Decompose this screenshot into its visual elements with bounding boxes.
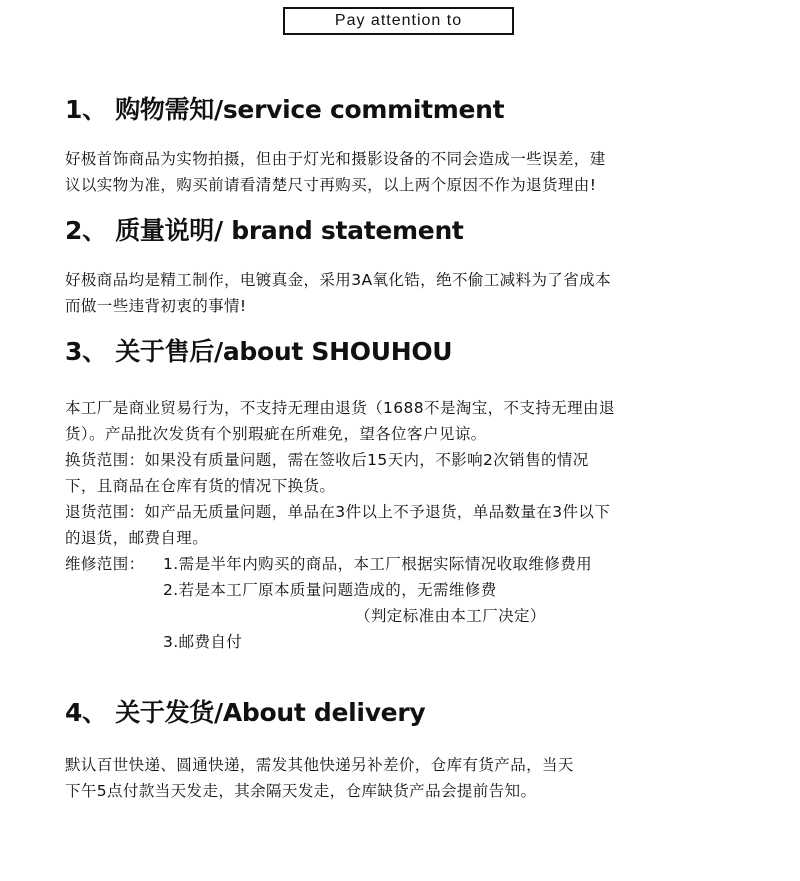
section-heading: 2、 质量说明/ brand statement [65,216,464,245]
paragraph-line: 默认百世快递、圆通快递，需发其他快递另补差价，仓库有货产品，当天 [65,756,574,774]
section-heading: 4、 关于发货/About delivery [65,698,426,727]
section-heading: 3、 关于售后/about SHOUHOU [65,337,453,366]
paragraph-line: 而做一些违背初衷的事情! [65,297,247,315]
section-shopping-notice [65,94,745,198]
paragraph-line: 货）。产品批次发货有个别瑕疵在所难免，望各位客户见谅。 [65,425,487,443]
repair-note: （判定标准由本工厂决定） [355,607,546,625]
paragraph-line: 好极首饰商品为实物拍摄，但由于灯光和摄影设备的不同会造成一些误差，建 [65,150,606,168]
repair-scope-row [65,577,745,603]
paragraph-line: 换货范围：如果没有质量问题，需在签收后15天内，不影响2次销售的情况 [65,451,589,469]
repair-item: 3.邮费自付 [163,633,243,651]
attention-badge: Pay attention to [283,7,514,35]
paragraph-line: 下，且商品在仓库有货的情况下换货。 [65,477,336,495]
paragraph-line: 好极商品均是精工制作，电镀真金，采用3A氧化锆，绝不偷工减料为了省成本 [65,271,611,289]
repair-scope-row [65,629,745,655]
paragraph-line: 退货范围：如产品无质量问题，单品在3件以上不予退货，单品数量在3件以下 [65,503,611,521]
section-delivery [65,697,745,804]
repair-item: 1.需是半年内购买的商品，本工厂根据实际情况收取维修费用 [163,555,592,573]
repair-scope-label: 维修范围： [65,555,145,573]
section-quality-statement [65,215,745,319]
section-heading: 1、 购物需知/service commitment [65,95,505,124]
paragraph-line: 议以实物为准，购买前请看清楚尺寸再购买，以上两个原因不作为退货理由! [65,176,597,194]
paragraph-line: 下午5点付款当天发走，其余隔天发走，仓库缺货产品会提前告知。 [65,782,537,800]
repair-scope-row [65,551,745,577]
paragraph-line: 本工厂是商业贸易行为，不支持无理由退货（1688不是淘宝，不支持无理由退 [65,399,615,417]
paragraph-line: 的退货，邮费自理。 [65,529,209,547]
repair-item: 2.若是本工厂原本质量问题造成的，无需维修费 [163,581,497,599]
section-after-sales [65,336,745,655]
repair-scope-row [65,603,745,629]
